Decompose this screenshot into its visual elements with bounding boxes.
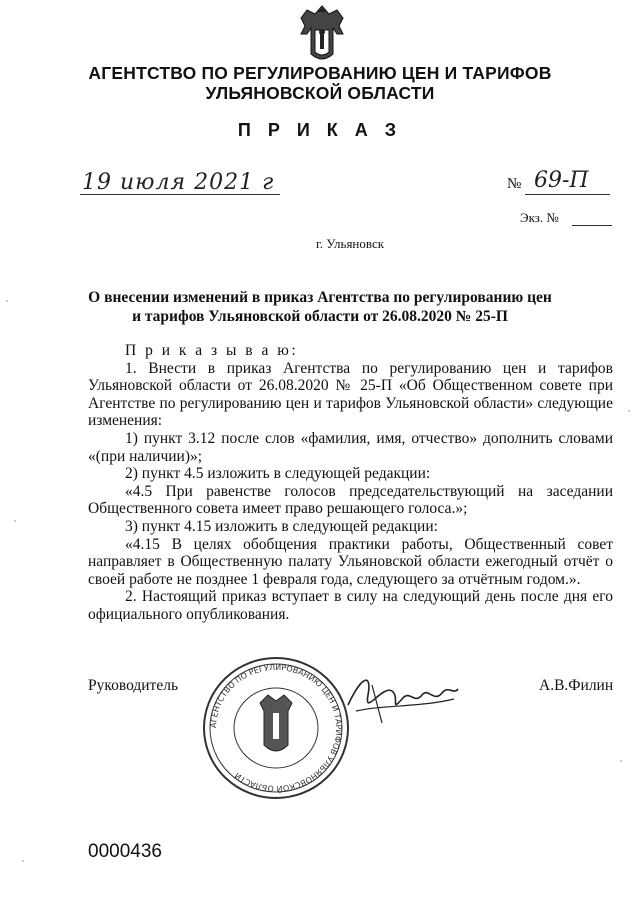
organization-name-line1: АГЕНТСТВО ПО РЕГУЛИРОВАНИЮ ЦЕН И ТАРИФОВ	[88, 63, 552, 83]
paragraph-2: 2. Настоящий приказ вступает в силу на следующий день после дня его официального опубликования.	[88, 588, 613, 623]
number-underline	[525, 194, 610, 195]
signatory-name: А.В.Филин	[539, 677, 614, 694]
date-underline	[80, 194, 280, 195]
signature-icon	[342, 665, 462, 735]
paragraph-1-1: 1) пункт 3.12 после слов «фамилия, имя, отчество» дополнить словами «(при наличии)»;	[88, 429, 613, 465]
handwritten-number: 69-П	[534, 168, 589, 193]
seal-text: АГЕНТСТВО ПО РЕГУЛИРОВАНИЮ ЦЕН И ТАРИФОВ УЛЬЯНОВСКОЙ ОБЛАСТИ	[208, 662, 344, 794]
subject-line2: и тарифов Ульяновской области от 26.08.2020 № 25-П	[132, 308, 508, 325]
official-seal-icon	[196, 653, 356, 803]
form-serial-number: 0000436	[88, 841, 162, 862]
scan-speck	[14, 520, 16, 522]
handwritten-date: 19 июля 2021 г	[82, 170, 275, 195]
order-body	[88, 342, 613, 624]
document-title: П Р И К А З	[237, 120, 403, 140]
paragraph-1-2: 2) пункт 4.5 изложить в следующей редакции:	[125, 465, 431, 483]
paragraph-1: 1. Внести в приказ Агентства по регулированию цен и тарифов Ульяновской области от 26.08.2020 № 25-П «Об Общественном совете при Агентстве по регулированию цен и тарифов Ульяновской области» следующие изменения:	[88, 359, 613, 430]
paragraph-1-2-text: «4.5 При равенстве голосов председательствующий на заседании Общественного совета имеет право решающего голоса.»;	[88, 482, 613, 518]
organization-name-line2: УЛЬЯНОВСКОЙ ОБЛАСТИ	[205, 83, 435, 103]
order-word: П р и к а з ы в а ю:	[125, 342, 299, 359]
copy-number-label: Экз. №	[520, 210, 559, 225]
scan-speck	[22, 860, 24, 862]
copy-number-underline	[572, 225, 612, 226]
paragraph-1-3-text: «4.15 В целях обобщения практики работы, Общественный совет направляет в Общественную палату Ульяновской области ежегодный отчёт о своей работе не позднее 1 февраля года, следующего за отчётным годом.».	[88, 535, 613, 588]
coat-of-arms-icon	[293, 4, 351, 66]
scan-speck	[620, 760, 622, 762]
scan-speck	[628, 410, 630, 412]
paragraph-1-3: 3) пункт 4.15 изложить в следующей редакции:	[125, 517, 438, 535]
number-label: №	[507, 176, 522, 192]
scan-speck	[6, 300, 8, 302]
signatory-role: Руководитель	[88, 677, 179, 694]
city: г. Ульяновск	[315, 236, 385, 251]
subject-line1: О внесении изменений в приказ Агентства по регулированию цен	[88, 289, 552, 306]
